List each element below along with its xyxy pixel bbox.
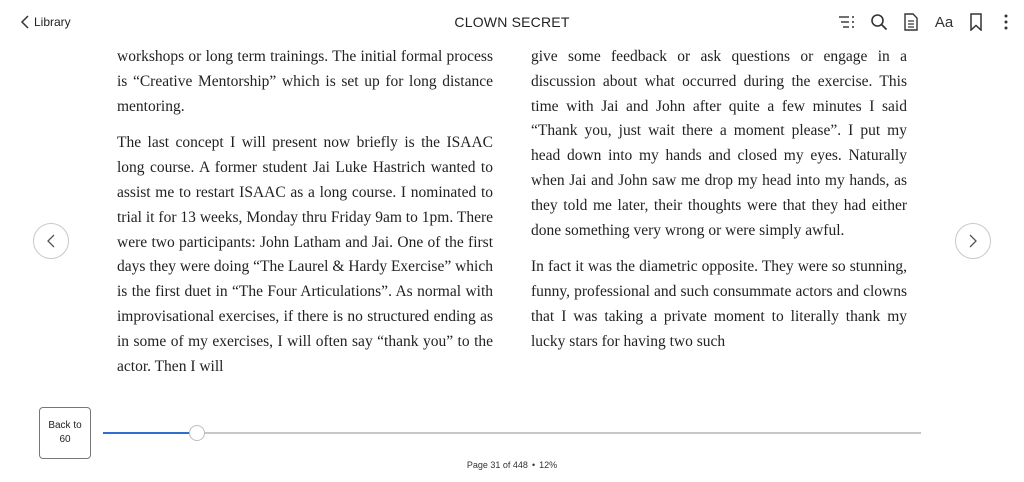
book-title: CLOWN SECRET — [454, 14, 570, 30]
paragraph: In fact it was the diametric opposite. They were so stunning, funny, professional and such consummate actors and clowns that I was taking a private moment to literally thank my lucky stars for having two such — [531, 258, 907, 350]
right-page — [531, 45, 907, 367]
table-of-contents-button[interactable] — [836, 10, 858, 34]
paragraph: The last concept I will present now briefly is the ISAAC long course. A former student Jai Luke Hastrich wanted to assist me to restart ISAAC as a long course. I nominated to trial it for 13 weeks, Monday thru Friday 9am to 1pm. There were two participants: John Latham and Jai. One of the first days they were doing “The Laurel & Hardy Exercise” which is the first duet in “The Four Articulations”. As normal with improvisational exercises, if there is no structured ending as in some of my exercises, I will often say “thank you” to the actor. Then I will — [117, 134, 493, 375]
chevron-left-icon — [46, 233, 56, 249]
progress-fill — [103, 432, 197, 434]
more-options-button[interactable] — [998, 10, 1014, 34]
back-to-label: Back to — [48, 420, 82, 431]
paragraph: workshops or long term trainings. The initial formal process is “Creative Mentorship” which is set up for long distance mentoring. — [117, 48, 493, 115]
notes-button[interactable] — [900, 10, 922, 34]
back-to-library-label: Library — [34, 15, 71, 29]
previous-page-button[interactable] — [33, 223, 69, 259]
search-icon — [870, 13, 888, 31]
toolbar — [836, 10, 1014, 34]
progress-track — [103, 432, 921, 434]
notes-icon — [903, 13, 919, 31]
more-vertical-icon — [1004, 14, 1008, 30]
bookmark-button[interactable] — [966, 10, 986, 34]
page-indicator — [0, 460, 1024, 470]
reading-progress-slider[interactable] — [103, 424, 921, 442]
back-to-page-button[interactable] — [39, 407, 91, 459]
bookmark-icon — [969, 13, 983, 31]
font-settings-button[interactable]: Aa — [934, 13, 954, 31]
chevron-right-icon — [968, 233, 978, 249]
toc-icon — [838, 14, 856, 30]
back-to-page-number: 60 — [59, 434, 71, 445]
progress-thumb[interactable] — [189, 425, 205, 441]
separator-dot: • — [531, 460, 536, 470]
top-bar — [0, 0, 1024, 44]
left-page — [117, 45, 493, 391]
paragraph: give some feedback or ask questions or engage in a discussion about what occurred during the exercise. This time with Jai and John after quite a few minutes I said “Thank you, just wait there a moment please”. I put my head down into my hands and closed my eyes. Naturally when Jai and John saw me drop my head into my hands, as they told me later, their thoughts were that they had either done something very wrong or were simply awful. — [531, 48, 907, 239]
search-button[interactable] — [868, 10, 890, 34]
page-count: Page 31 of 448 — [466, 460, 528, 470]
next-page-button[interactable] — [955, 223, 991, 259]
percent-read: 12% — [539, 460, 558, 470]
